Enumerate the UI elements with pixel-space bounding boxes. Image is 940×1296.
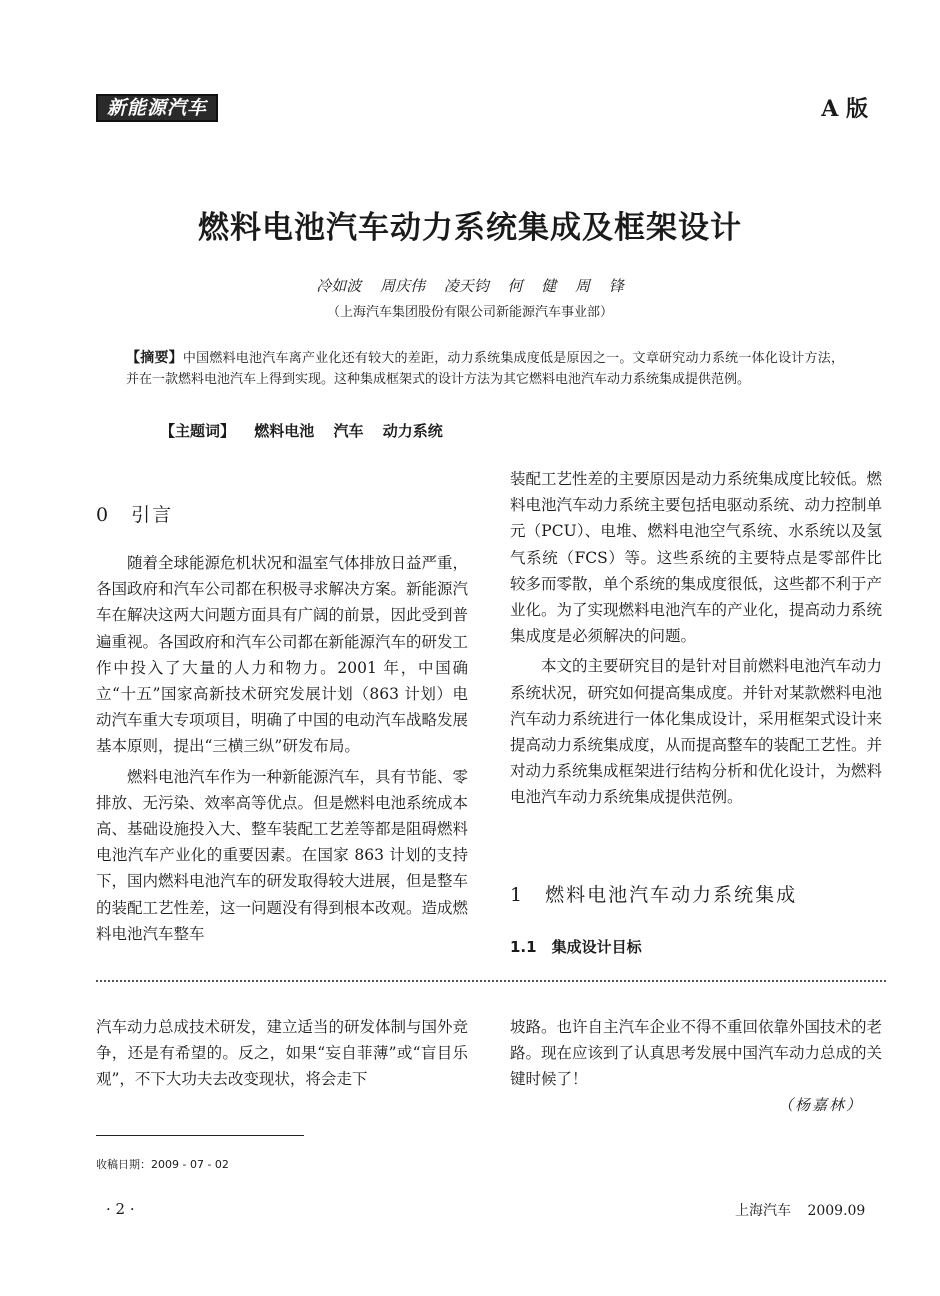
paragraph: 随着全球能源危机状况和温室气体排放日益严重，各国政府和汽车公司都在积极寻求解决方案。新能源汽车在解决这两大问题方面具有广阔的前景，因此受到普遍重视。各国政府和汽车公司都在新能源汽车的研发工作中投入了大量的人力和物力。2001 年，中国确立“十五”国家高新技术研究发展计划（863 计划）电动汽车重大专项项目，明确了中国的电动汽车战略发展基本原则，提出“三横三纵”研发布局。 <box>96 554 469 756</box>
page-number: · 2 · <box>106 1200 135 1218</box>
footnote: 收稿日期：2009 - 07 - 02 <box>96 1158 229 1171</box>
footnote-rule <box>96 1135 304 1136</box>
paragraph: 燃料电池汽车作为一种新能源汽车，具有节能、零排放、无污染、效率高等优点。但是燃料电池系统成本高、基础设施投入大、整车装配工艺差等都是阻碍燃料电池汽车产业化的重要因素。在国家 863 计划的支持下，国内燃料电池汽车的研发取得较大进展，但是整车的装配工艺性差，这一问题没有得到根本改观。造成燃料电池汽车整车 <box>96 767 469 943</box>
insert-right <box>510 1014 882 1093</box>
section-1-heading: 1 燃料电池汽车动力系统集成 <box>510 884 798 906</box>
affiliation: （上海汽车集团股份有限公司新能源汽车事业部） <box>326 305 613 320</box>
keyword-item: 燃料电池 <box>254 422 315 440</box>
divider <box>96 980 886 982</box>
authors: 冷如波 周庆伟 凌天钧 何 健 周 锋 <box>316 277 624 295</box>
left-column-body <box>96 550 468 947</box>
article-title: 燃料电池汽车动力系统集成及框架设计 <box>198 210 742 246</box>
paragraph: 汽车动力总成技术研发，建立适当的研发体制与国外竞争，还是有希望的。反之，如果“妄自菲薄”或“盲目乐观”，不下大功夫去改变现状，将会走下 <box>96 1018 469 1089</box>
keyword-item: 汽车 <box>333 422 364 440</box>
keyword-item: 动力系统 <box>382 422 443 440</box>
section-1-1-heading: 1.1 集成设计目标 <box>510 938 642 956</box>
section-tag: 新能源汽车 <box>96 94 218 122</box>
insert-left <box>96 1014 468 1093</box>
abstract-label: 【摘要】 <box>126 350 183 366</box>
abstract <box>126 348 844 390</box>
section-0-heading: 0 引言 <box>96 504 174 526</box>
paragraph: 本文的主要研究目的是针对目前燃料电池汽车动力系统状况，研究如何提高集成度。并针对某款燃料电池汽车动力系统进行一体化集成设计，采用框架式设计来提高动力系统集成度，从而提高整车的装配工艺性。并对动力系统集成框架进行结构分析和优化设计，为燃料电池汽车动力系统集成提供范例。 <box>510 657 883 807</box>
signature: （杨嘉林） <box>778 1096 864 1114</box>
keywords-label: 【主题词】 <box>160 422 236 440</box>
paragraph: 坡路。也许自主汽车企业不得不重回依靠外国技术的老路。现在应该到了认真思考发展中国汽车动力总成的关键时候了！ <box>510 1018 883 1089</box>
edition-label: A 版 <box>821 96 868 122</box>
keywords <box>160 420 443 441</box>
paragraph: 装配工艺性差的主要原因是动力系统集成度比较低。燃料电池汽车动力系统主要包括电驱动系统、动力控制单元（PCU）、电堆、燃料电池空气系统、水系统以及氢气系统（FCS）等。这些系统的主要特点是零部件比较多而零散，单个系统的集成度很低，这些都不利于产业化。为了实现燃料电池汽车的产业化，提高动力系统集成度是必须解决的问题。 <box>510 470 883 646</box>
right-column-body <box>510 466 882 811</box>
abstract-text: 中国燃料电池汽车离产业化还有较大的差距，动力系统集成度低是原因之一。文章研究动力系统一体化设计方法，并在一款燃料电池汽车上得到实现。这种集成框架式的设计方法为其它燃料电池汽车动力系统集成提供范例。 <box>126 351 844 387</box>
journal-info: 上海汽车 2009.09 <box>735 1203 866 1219</box>
